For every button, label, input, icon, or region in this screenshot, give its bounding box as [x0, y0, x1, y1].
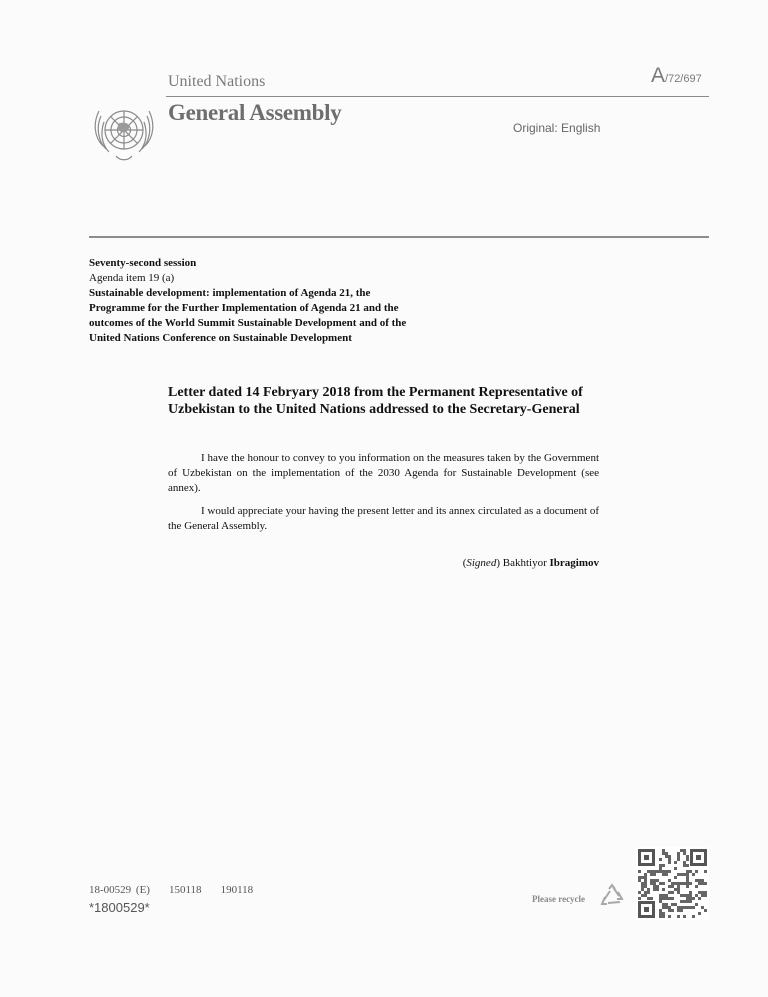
doc-number: 18-00529 (E) — [89, 884, 150, 896]
signed-label: Signed — [466, 557, 497, 569]
signer-first-name: Bakhtiyor — [502, 557, 547, 569]
un-emblem-icon — [90, 101, 158, 165]
organization-name: United Nations — [168, 73, 266, 90]
body-title: General Assembly — [168, 100, 342, 125]
document-symbol — [651, 64, 702, 88]
agenda-item: Agenda item 19 (a) — [89, 272, 175, 284]
qr-code-icon — [636, 847, 709, 920]
signer-last-name: Ibragimov — [549, 557, 599, 569]
session-name: Seventy-second session — [89, 257, 197, 269]
issue-date: 150118 — [168, 884, 202, 896]
agenda-title: Sustainable development: implementation of Agenda 21, the Programme for the Further Implementation of Agenda 21 and the outcomes of the World Summit Sustainable Development and of the United Nations Conference on Sustainable Development — [89, 287, 407, 344]
header-divider — [89, 236, 709, 238]
recycle-icon — [599, 883, 625, 909]
letter-paragraph-1: I have the honour to convey to you information on the measures taken by the Government of Uzbekistan on the implementation of the 2030 Agenda for Sustainable Development (see annex). — [168, 452, 599, 494]
barcode-text: *1800529* — [89, 900, 150, 915]
document-symbol-number: /72/697 — [665, 73, 702, 85]
letter-title: Letter dated 14 Febryary 2018 from the Permanent Representative of Uzbekistan to the United Nations addressed to the Secretary-General — [168, 385, 583, 417]
letter-paragraph-2: I would appreciate your having the present letter and its annex circulated as a document of the General Assembly. — [168, 505, 599, 532]
recycle-label: Please recycle — [532, 894, 586, 904]
original-language: Original: English — [513, 121, 601, 135]
processing-date: 190118 — [220, 884, 254, 896]
header-rule — [166, 96, 709, 97]
signature-line: (Signed) Bakhtiyor Ibragimov — [462, 557, 599, 569]
session-block — [89, 256, 419, 346]
document-job-number — [89, 884, 253, 896]
document-symbol-letter: A — [651, 64, 666, 87]
